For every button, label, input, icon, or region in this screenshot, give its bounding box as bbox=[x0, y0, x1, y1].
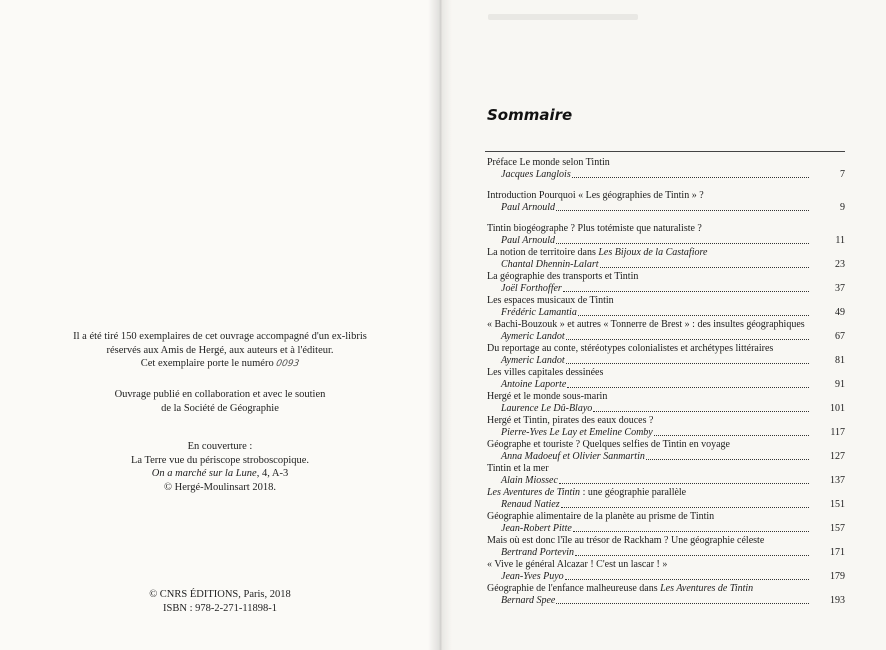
toc-entry-page-number: 91 bbox=[835, 379, 845, 390]
toc-entry bbox=[487, 511, 845, 535]
dot-leader bbox=[593, 410, 809, 412]
toc-entry-page-number: 151 bbox=[830, 499, 845, 510]
toc-entry-title: « Vive le général Alcazar ! C'est un lascar ! » bbox=[487, 559, 668, 570]
toc-entry-page-number: 137 bbox=[830, 475, 845, 486]
toc-entry-author-line bbox=[487, 355, 845, 367]
toc-entry bbox=[487, 487, 845, 511]
toc-entry bbox=[487, 319, 845, 343]
dot-leader bbox=[578, 314, 809, 316]
toc-entry-author: Jean-Robert Pitte bbox=[501, 523, 572, 534]
dot-leader bbox=[556, 242, 809, 244]
toc-entry-author-line bbox=[487, 202, 845, 214]
dot-leader bbox=[559, 482, 809, 484]
toc-entry-author-line bbox=[487, 571, 845, 583]
toc-entry-author: Anna Madoeuf et Olivier Sanmartin bbox=[501, 451, 645, 462]
copy-number-handwritten: 0093 bbox=[275, 359, 301, 369]
dot-leader bbox=[566, 362, 809, 364]
isbn: ISBN : 978-2-271-11898-1 bbox=[163, 602, 277, 614]
cover-line-2: La Terre vue du périscope stroboscopique. bbox=[130, 454, 310, 466]
toc-entry-page-number: 7 bbox=[840, 169, 845, 180]
table-of-contents bbox=[487, 157, 845, 607]
toc-entry-author: Chantal Dhennin-Lalart bbox=[501, 259, 599, 270]
toc-entry-title-italic: Les Aventures de Tintin bbox=[660, 583, 754, 594]
toc-entry-author-line bbox=[487, 283, 845, 295]
book-gutter bbox=[428, 0, 452, 650]
toc-entry-title: Géographie alimentaire de la planète au prisme de Tintin bbox=[487, 511, 715, 522]
dot-leader bbox=[575, 554, 809, 556]
toc-entry-title-text: La notion de territoire dans bbox=[487, 247, 599, 258]
toc-entry bbox=[487, 271, 845, 295]
toc-entry-author: Bernard Spee bbox=[501, 595, 556, 606]
copy-number-line bbox=[50, 357, 390, 372]
toc-entry bbox=[487, 415, 845, 439]
publisher-copyright: © CNRS ÉDITIONS, Paris, 2018 bbox=[149, 589, 291, 600]
toc-entry-title: « Bachi-Bouzouk » et autres « Tonnerre de Brest » : des insultes géographiques bbox=[487, 319, 805, 330]
toc-entry-title: Tintin biogéographe ? Plus totémiste que naturaliste ? bbox=[487, 223, 702, 234]
toc-entry-author-line bbox=[487, 475, 845, 487]
toc-entry-author-line bbox=[487, 169, 845, 181]
toc-entry-page-number: 157 bbox=[830, 523, 845, 534]
toc-entry-title bbox=[487, 583, 845, 595]
toc-entry-author-line bbox=[487, 259, 845, 271]
cover-credit bbox=[50, 440, 390, 494]
toc-entry-title: Mais où est donc l'île au trésor de Rackham ? Une géographie céleste bbox=[487, 535, 765, 546]
collab-line-2: de la Société de Géographie bbox=[161, 402, 279, 414]
toc-entry-title-text: : une géographie parallèle bbox=[580, 487, 687, 498]
toc-entry bbox=[487, 343, 845, 367]
toc-entry-author-line bbox=[487, 499, 845, 511]
toc-entry-author-line bbox=[487, 403, 845, 415]
toc-entry-page-number: 117 bbox=[830, 427, 845, 438]
dot-leader bbox=[572, 176, 809, 178]
toc-entry-page-number: 11 bbox=[835, 235, 845, 246]
toc-entry-title: Hergé et Tintin, pirates des eaux douces ? bbox=[487, 415, 654, 426]
toc-entry-author-line bbox=[487, 331, 845, 343]
toc-entry-author: Laurence Le Dû-Blayo bbox=[501, 403, 593, 414]
toc-entry-author-line bbox=[487, 547, 845, 559]
left-page bbox=[0, 0, 440, 650]
edition-line-1: Il a été tiré 150 exemplaires de cet ouvrage accompagné d'un ex-libris bbox=[73, 331, 367, 342]
edition-line-2: réservés aux Amis de Hergé, aux auteurs et à l'éditeur. bbox=[106, 344, 334, 356]
dot-leader bbox=[600, 266, 809, 268]
toc-entry bbox=[487, 190, 845, 214]
toc-entry bbox=[487, 439, 845, 463]
cover-source-ref: , 4, A-3 bbox=[256, 468, 289, 479]
toc-entry bbox=[487, 583, 845, 607]
toc-entry-page-number: 179 bbox=[830, 571, 845, 582]
dot-leader bbox=[566, 338, 809, 340]
toc-entry-author: Paul Arnould bbox=[501, 202, 555, 213]
toc-entry-author-line bbox=[487, 379, 845, 391]
toc-entry-title: La géographie des transports et Tintin bbox=[487, 271, 639, 282]
toc-entry-page-number: 101 bbox=[830, 403, 845, 414]
collab-line-1: Ouvrage publié en collaboration et avec le soutien bbox=[114, 389, 326, 400]
toc-entry bbox=[487, 535, 845, 559]
toc-entry-author: Frédéric Lamantia bbox=[501, 307, 577, 318]
toc-entry-author: Renaud Natiez bbox=[501, 499, 560, 510]
toc-entry-author-line bbox=[487, 451, 845, 463]
dot-leader bbox=[646, 458, 809, 460]
toc-entry bbox=[487, 247, 845, 271]
toc-entry-page-number: 171 bbox=[830, 547, 845, 558]
dot-leader bbox=[556, 209, 809, 211]
toc-entry-author: Jacques Langlois bbox=[501, 169, 571, 180]
toc-entry-author: Jean-Yves Puyo bbox=[501, 571, 564, 582]
toc-entry-title: Tintin et la mer bbox=[487, 463, 549, 474]
toc-entry-page-number: 127 bbox=[830, 451, 845, 462]
toc-entry-title bbox=[487, 247, 845, 259]
toc-entry-title: Préface Le monde selon Tintin bbox=[487, 157, 610, 168]
toc-entry bbox=[487, 463, 845, 487]
dot-leader bbox=[565, 578, 809, 580]
toc-entry-author: Aymeric Landot bbox=[501, 355, 565, 366]
toc-entry-author-line bbox=[487, 427, 845, 439]
toc-entry-author: Joël Forthoffer bbox=[501, 283, 562, 294]
dot-leader bbox=[556, 602, 809, 604]
toc-entry bbox=[487, 391, 845, 415]
toc-entry-page-number: 23 bbox=[835, 259, 845, 270]
toc-entry-title: Hergé et le monde sous-marin bbox=[487, 391, 608, 402]
copy-number-label: Cet exemplaire porte le numéro bbox=[140, 358, 274, 369]
dot-leader bbox=[567, 386, 809, 388]
faint-running-header bbox=[488, 14, 638, 20]
dot-leader bbox=[563, 290, 809, 292]
toc-heading: Sommaire bbox=[487, 106, 573, 124]
toc-entry-author-line bbox=[487, 307, 845, 319]
toc-entry-author: Aymeric Landot bbox=[501, 331, 565, 342]
publisher-info bbox=[50, 588, 390, 615]
cover-line-1: En couverture : bbox=[187, 441, 253, 452]
cover-copyright: © Hergé-Moulinsart 2018. bbox=[164, 481, 276, 493]
cover-source-title: On a marché sur la Lune bbox=[151, 468, 257, 479]
toc-entry bbox=[487, 367, 845, 391]
toc-entry-title: Du reportage au conte, stéréotypes colonialistes et archétypes littéraires bbox=[487, 343, 774, 354]
toc-entry-author-line bbox=[487, 235, 845, 247]
toc-entry-title bbox=[487, 487, 845, 499]
toc-entry-title: Introduction Pourquoi « Les géographies de Tintin » ? bbox=[487, 190, 704, 201]
toc-entry bbox=[487, 559, 845, 583]
toc-entry-title: Les espaces musicaux de Tintin bbox=[487, 295, 614, 306]
toc-entry-author: Paul Arnould bbox=[501, 235, 555, 246]
toc-entry-author: Antoine Laporte bbox=[501, 379, 567, 390]
edition-notice bbox=[50, 330, 390, 372]
toc-entry-page-number: 67 bbox=[835, 331, 845, 342]
toc-entry-author: Bertrand Portevin bbox=[501, 547, 575, 558]
toc-entry-page-number: 193 bbox=[830, 595, 845, 606]
toc-entry bbox=[487, 295, 845, 319]
dot-leader bbox=[654, 434, 809, 436]
dot-leader bbox=[573, 530, 809, 532]
toc-entry-author: Alain Miossec bbox=[501, 475, 558, 486]
toc-entry-page-number: 9 bbox=[840, 202, 845, 213]
dot-leader bbox=[561, 506, 809, 508]
toc-entry-title: Géographe et touriste ? Quelques selfies de Tintin en voyage bbox=[487, 439, 730, 450]
toc-entry-author-line bbox=[487, 595, 845, 607]
cover-source bbox=[50, 467, 390, 481]
toc-entry-title-italic: Les Aventures de Tintin bbox=[487, 487, 581, 498]
toc-entry-page-number: 37 bbox=[835, 283, 845, 294]
toc-entry-page-number: 81 bbox=[835, 355, 845, 366]
toc-entry-title: Les villes capitales dessinées bbox=[487, 367, 604, 378]
toc-entry-page-number: 49 bbox=[835, 307, 845, 318]
toc-entry bbox=[487, 157, 845, 181]
collaboration-notice bbox=[50, 388, 390, 415]
toc-entry-title-text: Géographie de l'enfance malheureuse dans bbox=[487, 583, 661, 594]
toc-entry bbox=[487, 223, 845, 247]
toc-entry-title-italic: Les Bijoux de la Castafiore bbox=[598, 247, 708, 258]
toc-divider bbox=[485, 151, 845, 152]
toc-entry-author-line bbox=[487, 523, 845, 535]
toc-entry-author: Pierre-Yves Le Lay et Emeline Comby bbox=[501, 427, 653, 438]
